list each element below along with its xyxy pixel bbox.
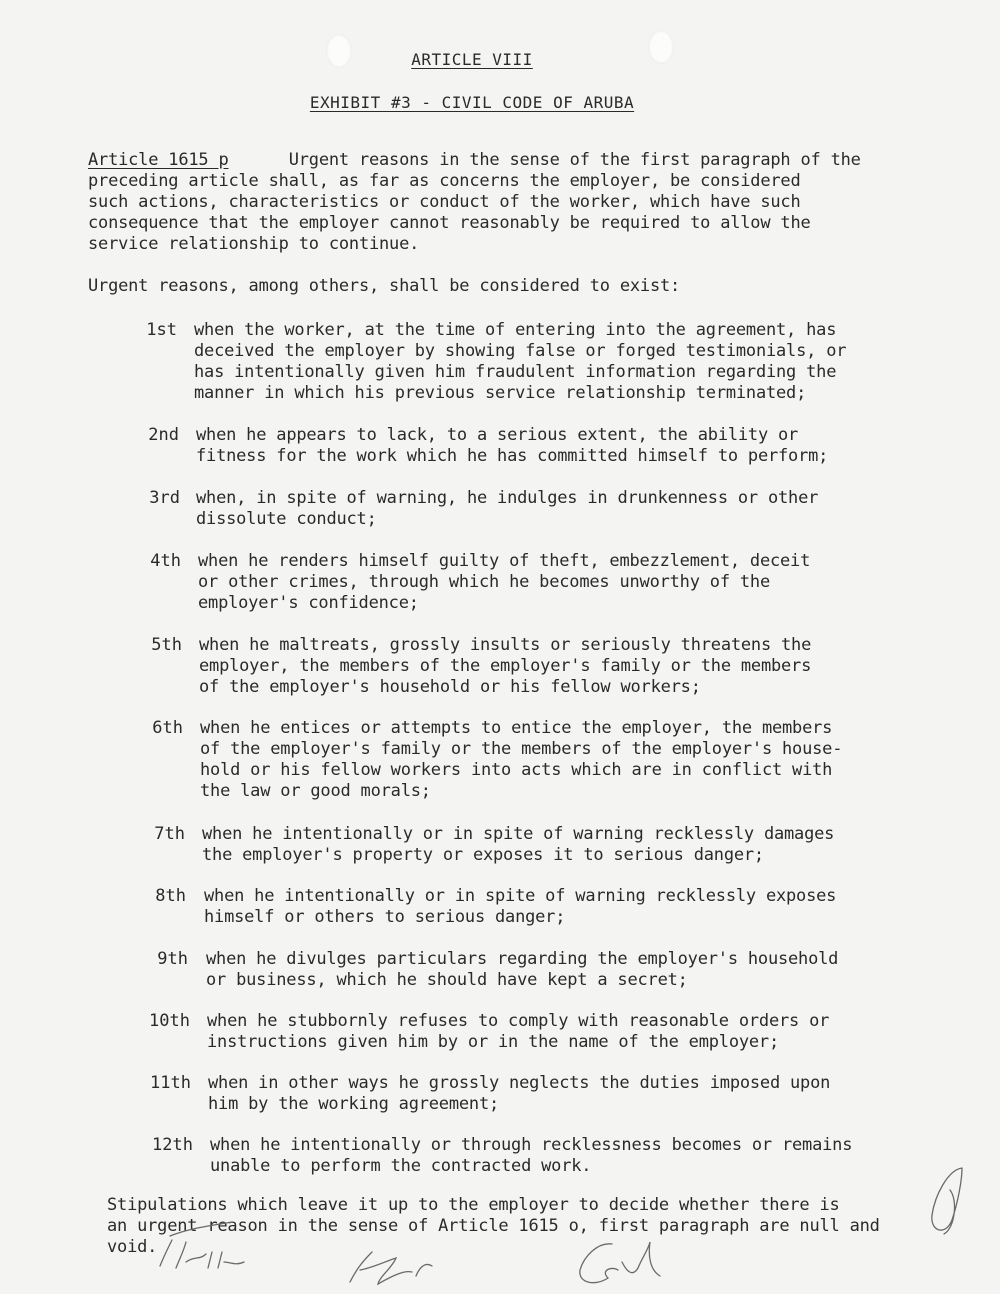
item-number: 6th [152, 718, 183, 738]
item-number: 11th [150, 1073, 191, 1093]
item-text: when he intentionally or in spite of warning recklessly exposes himself or others to serious danger; [204, 886, 837, 927]
item-text: when in other ways he grossly neglects the duties imposed upon him by the working agreement; [208, 1073, 831, 1114]
item-number: 1st [146, 320, 177, 340]
item-text: when he divulges particulars regarding the employer's household or business, which he should have kept a secret; [206, 949, 839, 990]
item-number: 4th [150, 551, 181, 571]
item-number: 9th [157, 949, 188, 969]
item-number: 5th [151, 635, 182, 655]
exhibit-heading: EXHIBIT #3 - CIVIL CODE OF ARUBA [309, 93, 635, 112]
closing-paragraph: Stipulations which leave it up to the employer to decide whether there is an urgent reason in the sense of Article 1615 o, first paragraph are null and void. [107, 1195, 880, 1257]
item-text: when he entices or attempts to entice the employer, the members of the employer's family or the members of the employer's house- hold or his fellow workers into acts which are in conflict with the law or good morals; [200, 718, 843, 801]
item-text: when he appears to lack, to a serious extent, the ability or fitness for the work which he has committed himself to perform; [196, 425, 829, 466]
item-number: 12th [152, 1135, 193, 1155]
item-number: 2nd [148, 425, 179, 445]
item-number: 3rd [149, 488, 180, 508]
item-number: 7th [154, 824, 185, 844]
item-number: 8th [155, 886, 186, 906]
item-text: when he intentionally or through recklessness becomes or remains unable to perform the contracted work. [210, 1135, 853, 1176]
lead-sentence: Urgent reasons, among others, shall be considered to exist: [88, 276, 681, 296]
item-text: when he intentionally or in spite of warning recklessly damages the employer's property or exposes it to serious danger; [202, 824, 835, 865]
item-number: 10th [149, 1011, 190, 1031]
item-text: when the worker, at the time of entering into the agreement, has deceived the employer by showing false or forged testimonials, or has intentionally given him fraudulent information regarding the manner in which his previous service relationship terminated; [194, 320, 847, 403]
item-text: when he maltreats, grossly insults or seriously threatens the employer, the members of the employer's family or the members of the employer's household or his fellow workers; [199, 635, 812, 697]
item-text: when, in spite of warning, he indulges in drunkenness or other dissolute conduct; [196, 488, 819, 529]
item-text: when he renders himself guilty of theft, embezzlement, deceit or other crimes, through which he becomes unworthy of the employer's confidence; [198, 551, 811, 613]
item-text: when he stubbornly refuses to comply with reasonable orders or instructions given him by or in the name of the employer; [207, 1011, 830, 1052]
article-reference: Article 1615 p [88, 150, 229, 170]
intro-text: Urgent reasons in the sense of the first paragraph of the preceding article shall, as far as concerns the employer, be considered such actions, characteristics or conduct of the worker, which have such consequence that the employer cannot reasonably be required to allow the service relationship to continue. [88, 150, 861, 254]
intro-paragraph [88, 150, 861, 255]
article-heading: ARTICLE VIII [411, 50, 533, 69]
